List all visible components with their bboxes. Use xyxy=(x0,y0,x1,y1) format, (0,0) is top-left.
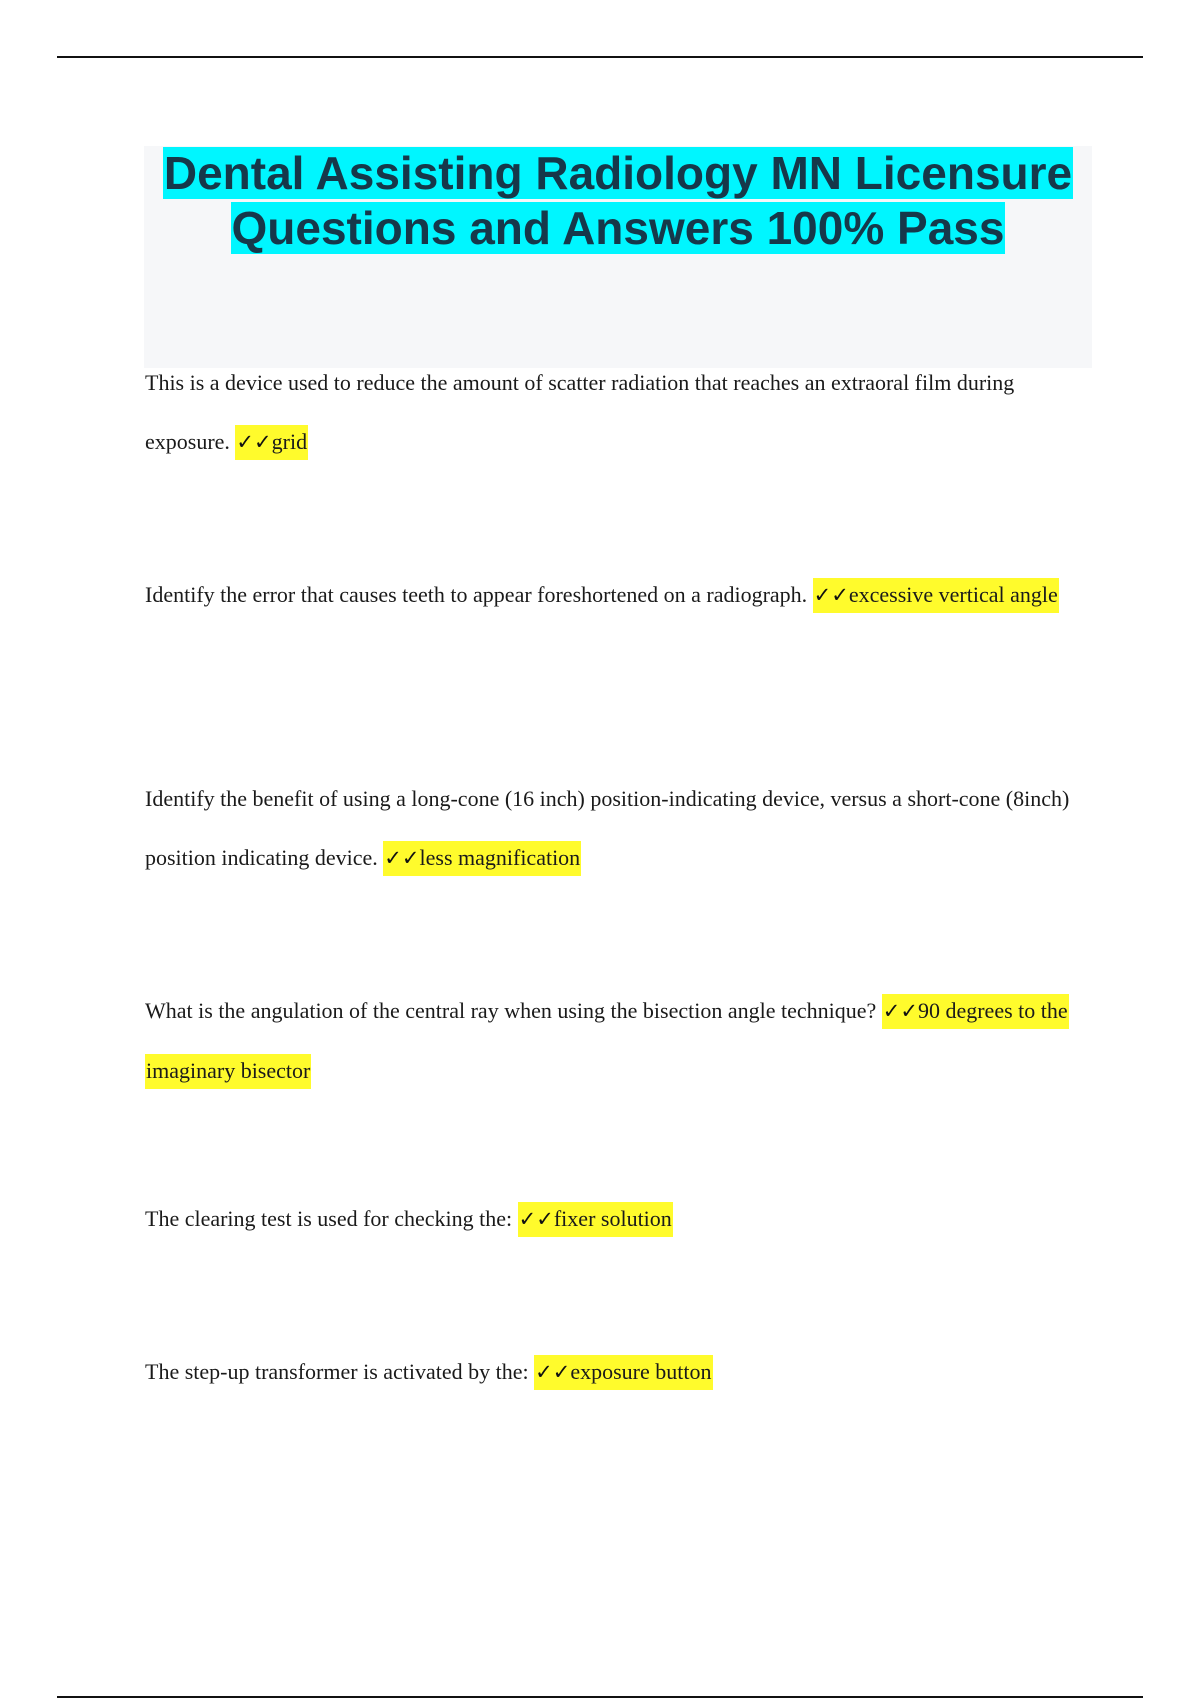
top-rule xyxy=(57,56,1143,58)
qa-item xyxy=(145,981,1095,1100)
question-text: This is a device used to reduce the amount of scatter radiation that reaches an extraoral film during exposure. xyxy=(145,370,1015,454)
check-icon: ✓✓ xyxy=(384,846,420,870)
answer-text: fixer solution xyxy=(553,1206,672,1231)
question-text: The step-up transformer is activated by the: xyxy=(145,1359,529,1384)
check-icon: ✓✓ xyxy=(236,430,272,454)
check-icon: ✓✓ xyxy=(882,999,918,1023)
answer-highlight xyxy=(518,1202,673,1237)
bottom-rule xyxy=(57,1696,1143,1698)
answer-text: exposure button xyxy=(570,1359,712,1384)
check-icon: ✓✓ xyxy=(518,1207,554,1231)
qa-item xyxy=(145,1342,1095,1402)
qa-item xyxy=(145,769,1095,888)
answer-highlight xyxy=(813,578,1059,613)
question-text: What is the angulation of the central ray when using the bisection angle technique? xyxy=(145,998,877,1023)
check-icon: ✓✓ xyxy=(813,583,849,607)
qa-item xyxy=(145,1189,1095,1249)
document-title-text: Dental Assisting Radiology MN Licensure Questions and Answers 100% Pass xyxy=(163,147,1073,254)
answer-text: excessive vertical angle xyxy=(848,582,1058,607)
answer-highlight xyxy=(383,841,581,876)
question-text: The clearing test is used for checking the: xyxy=(145,1206,513,1231)
answer-text: less magnification xyxy=(419,845,581,870)
qa-item xyxy=(145,353,1095,472)
question-text: Identify the benefit of using a long-cone (16 inch) position-indicating device, versus a short-cone (8inch) position indicating device. xyxy=(145,786,1070,870)
question-text: Identify the error that causes teeth to appear foreshortened on a radiograph. xyxy=(145,582,808,607)
document-title xyxy=(144,146,1092,256)
answer-text: 90 degrees to the imaginary bisector xyxy=(146,998,1068,1083)
answer-highlight xyxy=(235,425,308,460)
answer-text: grid xyxy=(271,429,308,454)
check-icon: ✓✓ xyxy=(535,1360,571,1384)
qa-item xyxy=(145,565,1095,625)
title-block xyxy=(144,146,1092,368)
answer-highlight xyxy=(534,1355,712,1390)
